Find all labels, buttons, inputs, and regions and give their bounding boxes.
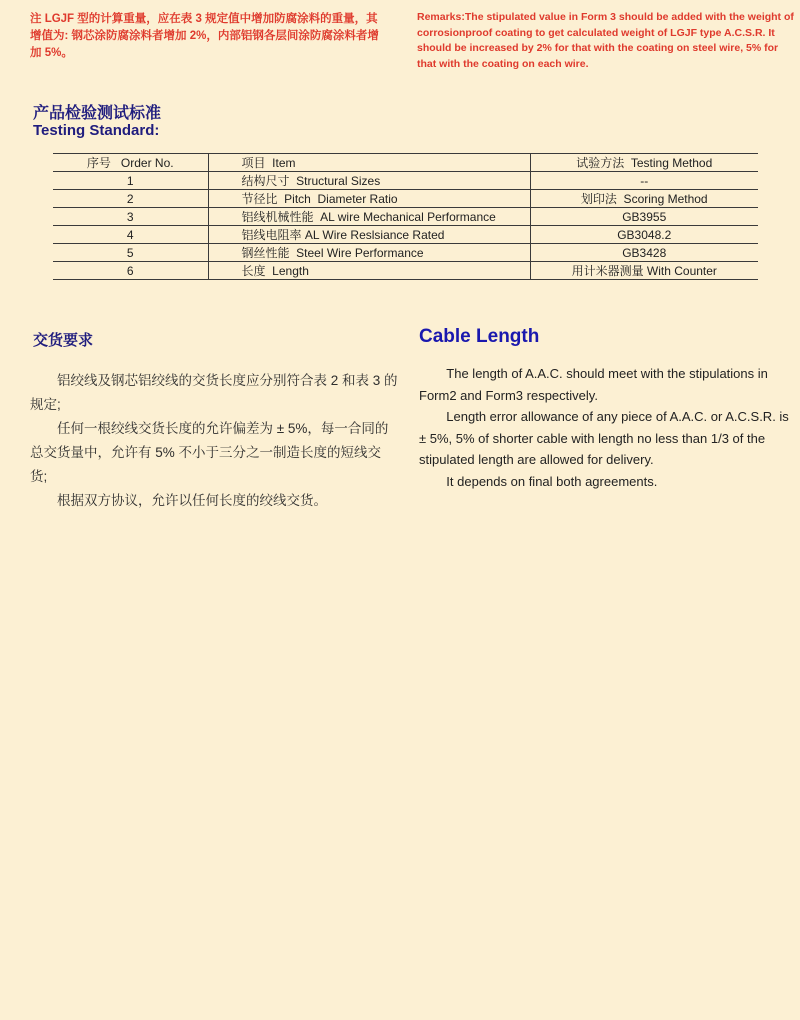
table-row xyxy=(53,226,758,244)
order-no-cell: 3 xyxy=(53,208,208,226)
item-cell: 结构尺寸 Structural Sizes xyxy=(208,172,530,190)
table-row xyxy=(53,208,758,226)
cable-length-paragraph: The length of A.A.C. should meet with the stipulations in Form2 and Form3 respectively. xyxy=(419,366,768,403)
delivery-requirements-section xyxy=(30,329,398,513)
order-no-cell: 4 xyxy=(53,226,208,244)
testing-standard-title-english: Testing Standard: xyxy=(33,122,160,139)
delivery-paragraph: 任何一根绞线交货长度的允许偏差为 ± 5%，每一合同的总交货量中，允许有 5% 不小于三分之一制造长度的短线交货; xyxy=(30,421,389,484)
table-row xyxy=(53,262,758,280)
order-no-cell: 6 xyxy=(53,262,208,280)
table-row xyxy=(53,172,758,190)
table-row xyxy=(53,190,758,208)
english-remark-note: Remarks:The stipulated value in Form 3 should be added with the weight of corrosionproof coating to get calculated weight of LGJF type A.C.S.R. It should be increased by 2% for that with the coating on steel wire, 5% for that with the coating on each wire. xyxy=(417,11,794,70)
method-cell: GB3048.2 xyxy=(530,226,758,244)
col-header-testing-method: 试验方法 Testing Method xyxy=(530,154,758,172)
cable-length-paragraph: It depends on final both agreements. xyxy=(446,473,658,489)
method-cell: 用计米器测量 With Counter xyxy=(530,262,758,280)
method-cell: 划印法 Scoring Method xyxy=(530,190,758,208)
col-header-order-no: 序号 Order No. xyxy=(53,154,208,172)
method-cell: GB3428 xyxy=(530,244,758,262)
method-cell: -- xyxy=(530,172,758,190)
order-no-cell: 2 xyxy=(53,190,208,208)
item-cell: 铝线机械性能 AL wire Mechanical Performance xyxy=(208,208,530,226)
testing-standard-title-chinese: 产品检验测试标准 xyxy=(33,105,162,122)
delivery-paragraph: 根据双方协议，允许以任何长度的绞线交货。 xyxy=(57,493,327,508)
testing-standard-table xyxy=(53,153,758,280)
item-cell: 节径比 Pitch Diameter Ratio xyxy=(208,190,530,208)
delivery-requirements-title: 交货要求 xyxy=(33,332,94,349)
table-header-row xyxy=(53,154,758,172)
chinese-remark-note: 注 LGJF 型的计算重量，应在表 3 规定值中增加防腐涂料的重量，其增值为: 钢芯涂防腐涂料者增加 2%，内部铝钢各层间涂防腐涂料者增加 5%。 xyxy=(30,13,379,59)
col-header-item: 项目 Item xyxy=(208,154,530,172)
cable-length-section xyxy=(419,326,795,492)
item-cell: 长度 Length xyxy=(208,262,530,280)
item-cell: 钢丝性能 Steel Wire Performance xyxy=(208,244,530,262)
method-cell: GB3955 xyxy=(530,208,758,226)
cable-length-paragraph: Length error allowance of any piece of A.A.C. or A.C.S.R. is ± 5%, 5% of shorter cable with length no less than 1/3 of the stipulated length are allowed for delivery. xyxy=(419,409,789,467)
cable-length-title: Cable Length xyxy=(419,326,540,347)
order-no-cell: 5 xyxy=(53,244,208,262)
order-no-cell: 1 xyxy=(53,172,208,190)
delivery-paragraph: 铝绞线及钢芯铝绞线的交货长度应分别符合表 2 和表 3 的规定; xyxy=(30,373,398,412)
item-cell: 铝线电阻率 AL Wire Reslsiance Rated xyxy=(208,226,530,244)
table-row xyxy=(53,244,758,262)
